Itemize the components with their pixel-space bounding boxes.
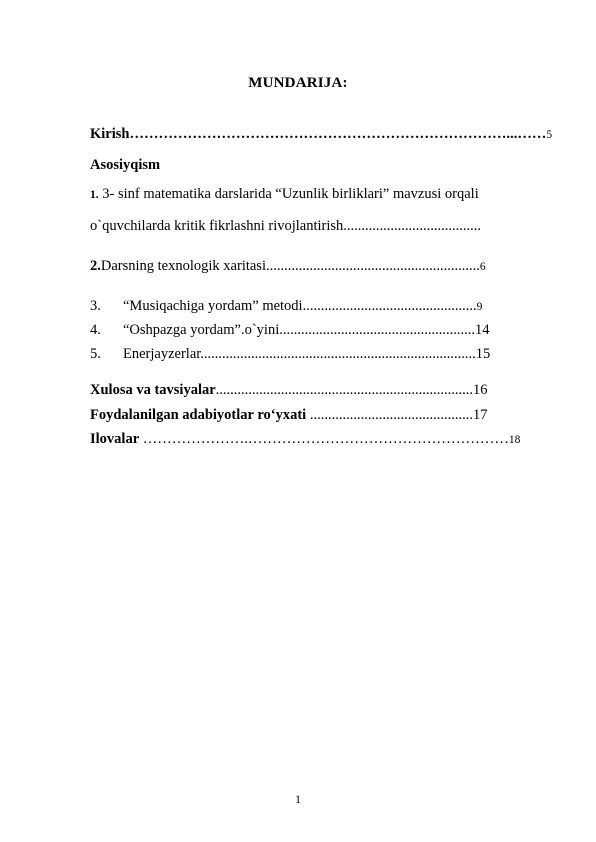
toc-entry-3 [90, 298, 536, 315]
toc-num: 1. [90, 189, 99, 201]
toc-dots: ............................................. [306, 407, 473, 423]
toc-label: Darsning texnologik xaritasi [100, 258, 266, 274]
toc-page: 18 [508, 434, 521, 446]
toc-entry-kirish [90, 126, 553, 143]
toc-entry-foydalanilgan [90, 407, 536, 424]
toc-label: Kirish [90, 126, 130, 142]
toc-num: 5. [90, 346, 101, 362]
toc-label: “Oshpazga yordam”.o`yini [123, 322, 280, 338]
toc-page: 5 [546, 129, 553, 141]
toc-num: 2. [90, 258, 101, 274]
toc-entry-ilovalar [90, 431, 536, 448]
toc-heading-asosiyqism: Asosiyqism [90, 157, 161, 173]
toc-num: 4. [90, 322, 101, 338]
toc-label: Xulosa va tavsiyalar [90, 382, 216, 398]
toc-entry-4 [90, 322, 536, 339]
toc-dots: ........................................................... [265, 258, 480, 274]
toc-dots: ............................................................................ [200, 346, 476, 362]
toc-page: 17 [472, 407, 488, 423]
toc-entry-xulosa [90, 382, 536, 399]
toc-label: Ilovalar [90, 431, 140, 447]
toc-label: 3- sinf matematika darslarida “Uzunlik birliklari” mavzusi orqali [98, 186, 479, 202]
toc-dots: ....................................................................... [215, 382, 474, 398]
toc-label: o`quvchilarda kritik fikrlashni rivojlantirish [90, 218, 344, 234]
toc-page: 14 [474, 322, 490, 338]
page-number: 1 [295, 792, 301, 806]
toc-entry-1-line2 [90, 218, 536, 235]
toc-page: 6 [479, 261, 486, 273]
toc-dots: ………………….……………………………………………… [139, 431, 509, 447]
toc-entry-5 [90, 346, 536, 363]
toc-page: 15 [475, 346, 491, 362]
toc-page: 16 [473, 382, 488, 398]
toc-dots: ...................................................... [279, 322, 475, 338]
toc-dots: ................................................ [302, 298, 477, 314]
toc-page: 9 [476, 301, 483, 313]
toc-dots: ...................................... [343, 218, 482, 234]
toc-entry-1-line1 [90, 186, 536, 203]
toc-label: “Musiqachiga yordam” metodi [123, 298, 303, 314]
toc-dots: ……………………………………………………………………...…… [129, 126, 547, 142]
toc-label: Foydalanilgan adabiyotlar ro‘yxati [90, 407, 307, 423]
toc-title: MUNDARIJA: [248, 75, 348, 91]
toc-label: Enerjayzerlar [123, 346, 201, 362]
toc-entry-2 [90, 258, 536, 275]
toc-num: 3. [90, 298, 101, 314]
